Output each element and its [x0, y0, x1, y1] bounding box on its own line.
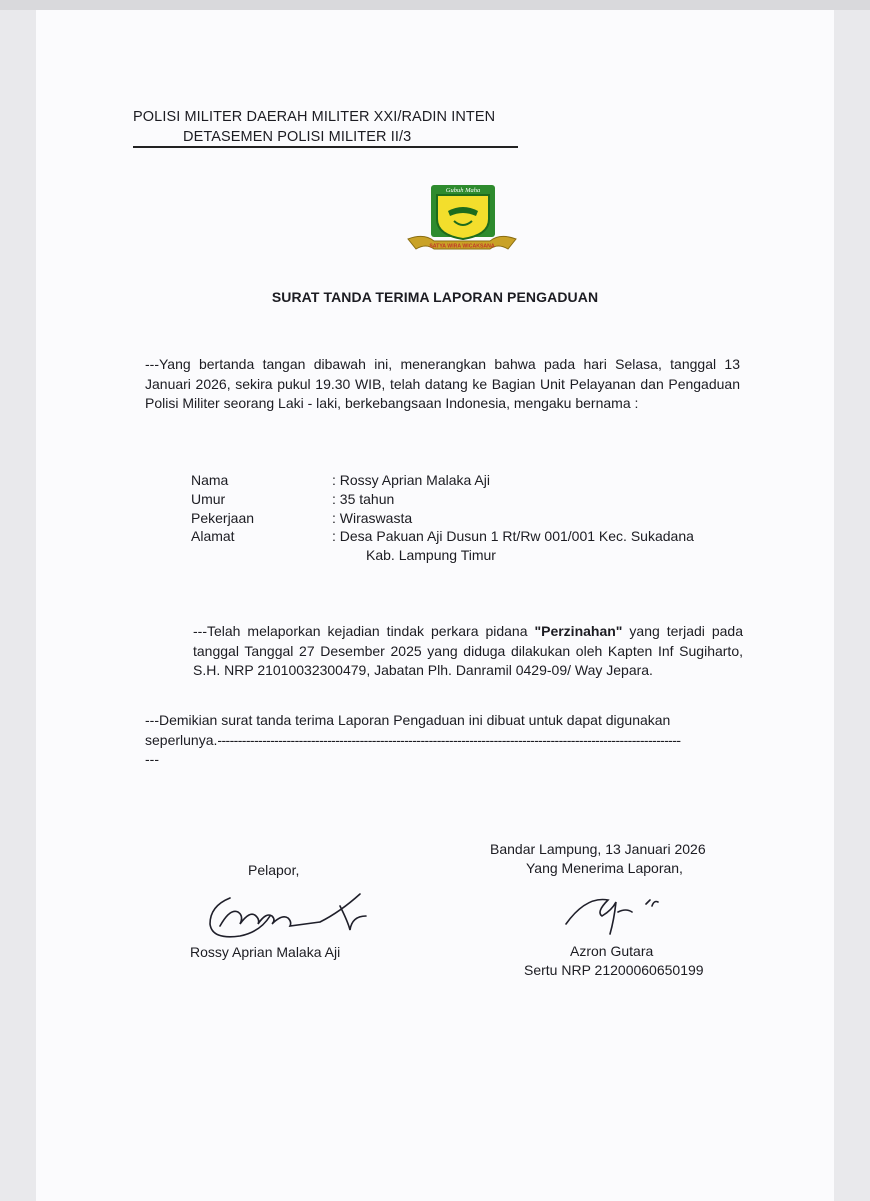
- report-text-after: yang terjadi pada tanggal Tanggal 27 Desember 2025 yang diduga dilakukan oleh Kapten Inf Sugiharto, S.H. NRP 21010032300479, Jabatan Plh. Danramil 0429-09/ Way Jepara.: [193, 623, 743, 678]
- umur-value: : 35 tahun: [332, 491, 395, 507]
- intro-paragraph: ---Yang bertanda tangan dibawah ini, menerangkan bahwa pada hari Selasa, tanggal 13 Januari 2026, sekira pukul 19.30 WIB, telah datang ke Bagian Unit Pelayanan dan Pengaduan Polisi Militer seorang Laki - laki, berkebangsaan Indonesia, mengaku bernama :: [145, 356, 740, 411]
- alamat-value: : Desa Pakuan Aji Dusun 1 Rt/Rw 001/001 Kec. Sukadana: [332, 528, 694, 544]
- receiver-name: Azron Gutara: [570, 943, 654, 959]
- header-detachment-line: DETASEMEN POLISI MILITER II/3: [183, 129, 412, 145]
- alamat-label: Alamat: [191, 528, 235, 544]
- closing-line-2: [145, 731, 732, 751]
- nama-label: Nama: [191, 472, 229, 488]
- emblem-top-text: Gubuh Maha: [445, 187, 481, 194]
- emblem-ribbon-text: SATYA WIRA WICAKSANA: [429, 243, 495, 250]
- document-title: SURAT TANDA TERIMA LAPORAN PENGADUAN: [271, 289, 599, 305]
- emblem-shield: [437, 195, 489, 239]
- receiver-place-date: Bandar Lampung, 13 Januari 2026: [490, 841, 706, 857]
- alamat-value-line2: Kab. Lampung Timur: [366, 547, 496, 563]
- pekerjaan-label: Pekerjaan: [191, 510, 255, 526]
- closing-seperlunya: seperlunya.: [145, 731, 218, 748]
- military-police-emblem-icon: [404, 183, 520, 259]
- top-strip: [0, 0, 870, 10]
- closing-line-3: ---: [145, 751, 159, 767]
- closing-line-1: ---Demikian surat tanda terima Laporan Pengaduan ini dibuat untuk dapat digunakan: [145, 712, 671, 728]
- header-unit-line: POLISI MILITER DAERAH MILITER XXI/RADIN INTEN: [133, 109, 496, 125]
- reporter-role: Pelapor,: [248, 862, 300, 878]
- nama-value: : Rossy Aprian Malaka Aji: [332, 472, 490, 488]
- umur-label: Umur: [191, 491, 226, 507]
- header-underline: [133, 146, 518, 148]
- closing-dash-fill: ------------------------------------------------------------------------------------------------------------------: [217, 731, 681, 748]
- receiver-rank-nrp: Sertu NRP 21200060650199: [524, 962, 704, 978]
- reporter-signature-icon: [200, 886, 370, 946]
- report-paragraph: [193, 622, 743, 681]
- receiver-signature-icon: [556, 886, 676, 938]
- report-text-before: ---Telah melaporkan kejadian tindak perkara pidana: [193, 623, 535, 639]
- pekerjaan-value: : Wiraswasta: [332, 510, 413, 526]
- receiver-role: Yang Menerima Laporan,: [526, 860, 683, 876]
- offense-name: "Perzinahan": [534, 623, 623, 639]
- reporter-name: Rossy Aprian Malaka Aji: [190, 944, 341, 960]
- closing-paragraph: [145, 711, 732, 770]
